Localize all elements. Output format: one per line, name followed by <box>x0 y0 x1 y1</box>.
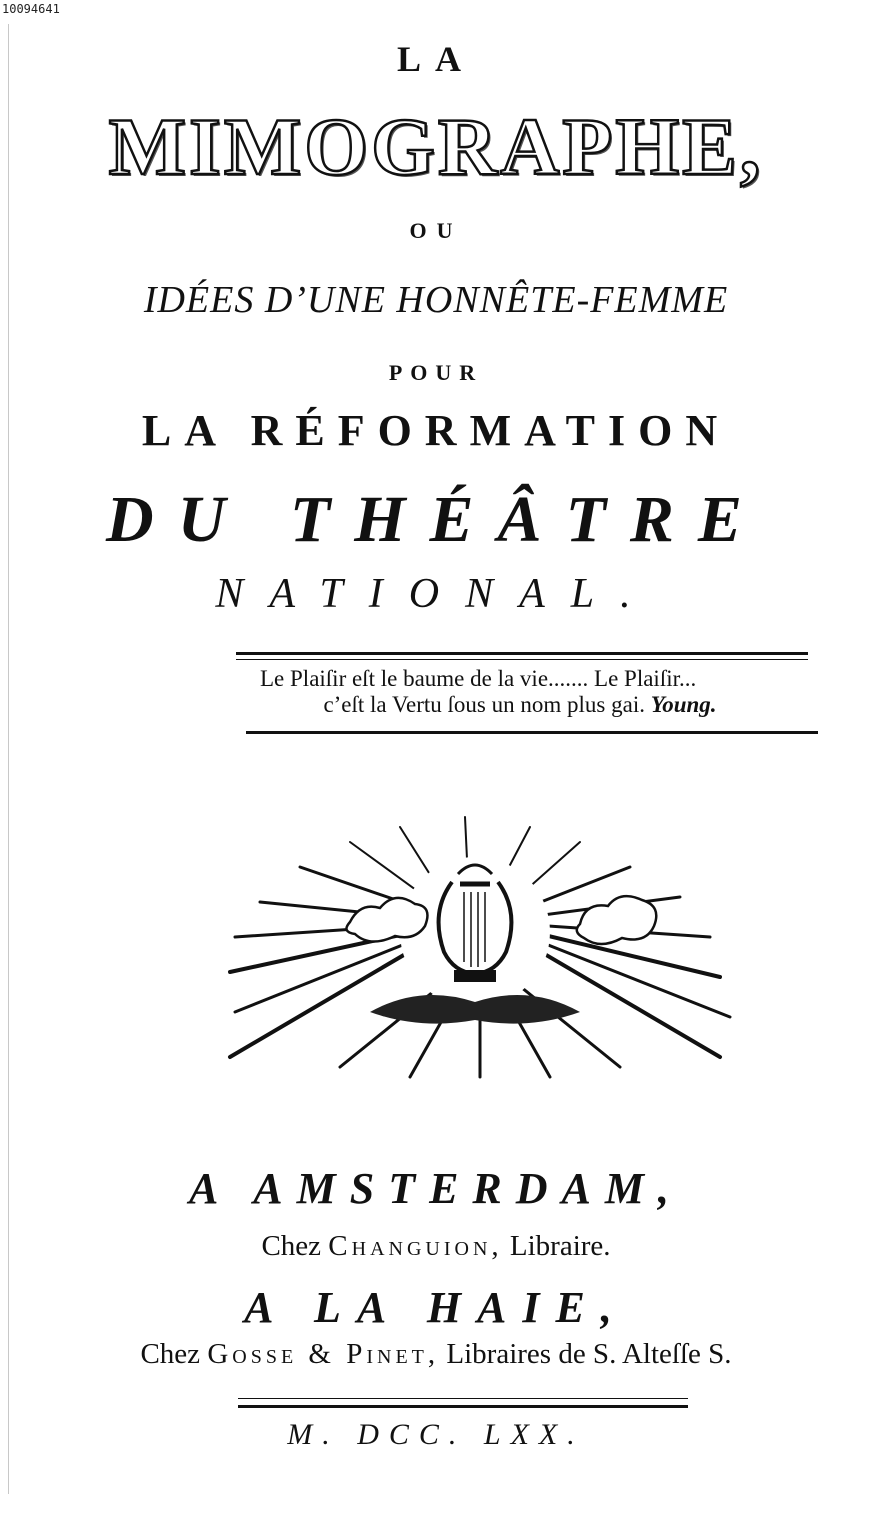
title-line-la: LA <box>396 39 475 79</box>
epigraph-top-rule <box>236 652 808 655</box>
catalog-stamp: 10094641 <box>2 2 60 16</box>
title-line-du-theatre: DU THÉÂTRE <box>106 483 766 556</box>
imprint-rule-thin <box>238 1398 688 1399</box>
imprint-date: M. DCC. LXX. <box>287 1418 585 1451</box>
imprint-city-la-haie: A LA HAIE, <box>244 1283 628 1332</box>
epigraph-top-rule-thin <box>236 659 808 660</box>
title-line-mimographe: MIMOGRAPHE, <box>108 101 764 192</box>
imprint-publisher-1-prefix: Chez <box>261 1230 322 1262</box>
imprint-publisher-2-suffix: Libraires de S. Alteſſe S. <box>446 1338 732 1370</box>
lyre-vignette-illustration <box>220 812 740 1082</box>
imprint-publisher-2-prefix: Chez <box>140 1338 201 1370</box>
title-line-pour: POUR <box>388 360 484 385</box>
title-line-national: NATIONAL. <box>215 571 657 617</box>
epigraph-text: c’eſt la Vertu ſous un nom plus gai. <box>323 692 645 717</box>
imprint-publisher-1 <box>0 1230 872 1263</box>
imprint-rule <box>238 1405 688 1408</box>
epigraph-bottom-rule <box>246 731 818 734</box>
page-edge <box>8 24 9 1494</box>
imprint-publisher-1-suffix: Libraire. <box>509 1230 611 1262</box>
title-line-reformation: LA RÉFORMATION <box>141 406 731 455</box>
epigraph-line-2 <box>240 692 800 718</box>
imprint-city-amsterdam: A AMSTERDAM, <box>188 1164 684 1213</box>
imprint-publisher-1-name: Changuion, <box>328 1230 503 1262</box>
epigraph-line-1: Le Plaiſir eſt le baume de la vie....... Le Plaiſir... <box>260 666 697 691</box>
title-line-idees: IDÉES D’UNE HONNÊTE-FEMME <box>143 279 729 321</box>
imprint-publisher-2-name: Gosse & Pinet, <box>207 1338 440 1370</box>
title-line-ou: OU <box>409 218 463 243</box>
imprint-publisher-2 <box>0 1338 872 1371</box>
epigraph-author: Young. <box>650 692 717 717</box>
